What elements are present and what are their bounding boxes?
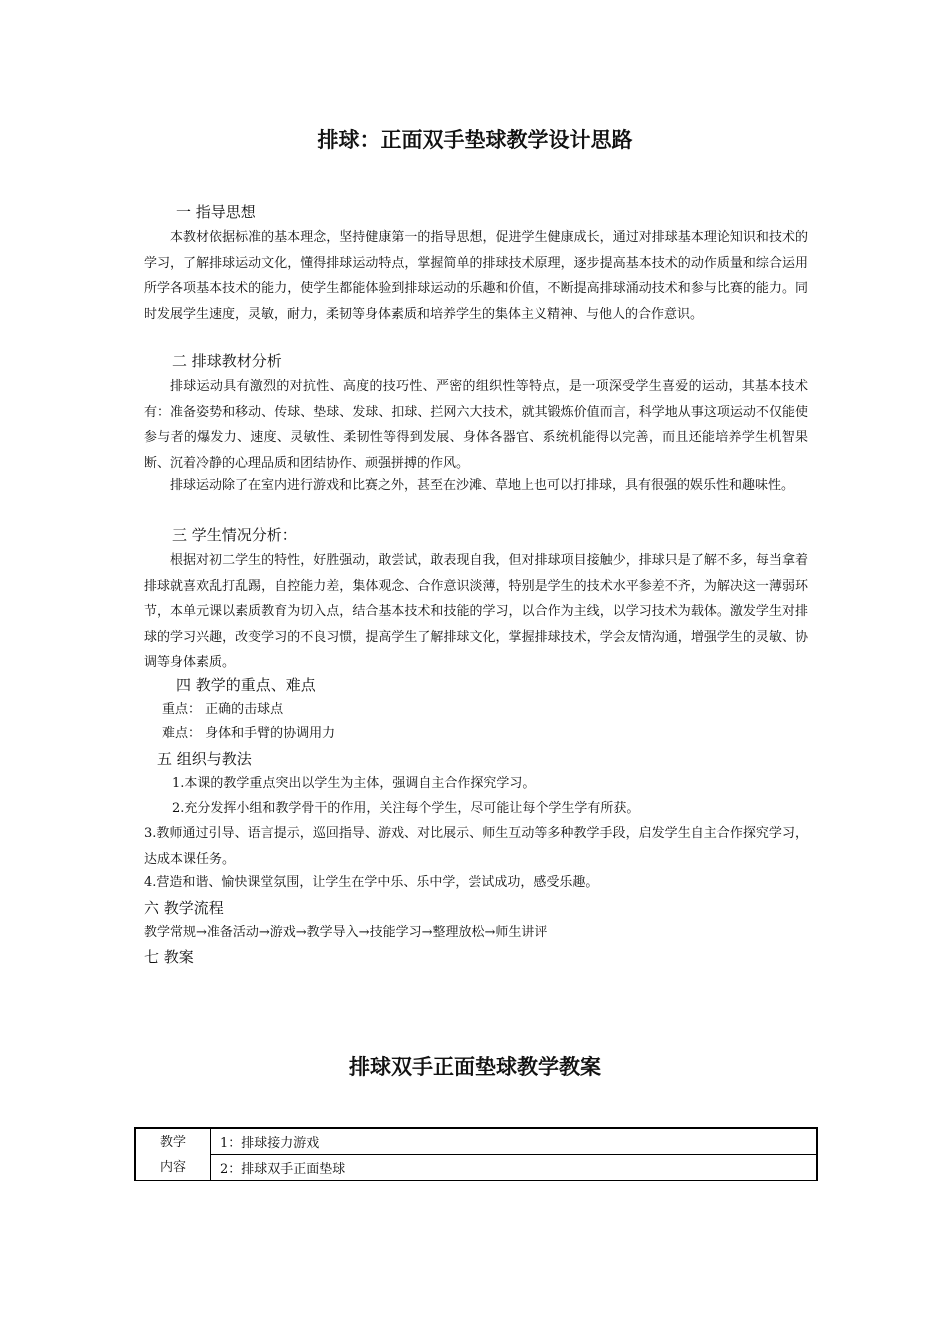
paragraph-guiding-thought: 本教材依据标准的基本理念，坚持健康第一的指导思想，促进学生健康成长，通过对排球基本理论知识和技术的学习，了解排球运动文化，懂得排球运动特点，掌握简单的排球技术原理，逐步提高基本技术的动作质量和综合运用所学各项基本技术的能力，使学生都能体验到排球运动的乐趣和价值，不断提高排球涌动技术和参与比赛的能力。同时发展学生速度，灵敏，耐力，柔韧等身体素质和培养学生的集体主义精神、与他人的合作意识。	[144, 230, 808, 322]
difficult-point-line: 难点： 身体和手臂的协调用力	[162, 726, 336, 741]
section-heading-organization: 五 组织与教法	[157, 750, 252, 768]
organization-item-2: 2.充分发挥小组和教学骨干的作用，关注每个学生，尽可能让每个学生学有所获。	[172, 801, 640, 816]
organization-item-4: 4.营造和谐、愉快课堂氛围，让学生在学中乐、乐中学，尝试成功，感受乐趣。	[144, 875, 599, 890]
section-heading-lesson-plan: 七 教案	[144, 948, 194, 966]
paragraph-material-analysis-2: 排球运动除了在室内进行游戏和比赛之外，甚至在沙滩、草地上也可以打排球，具有很强的娱乐性和趣味性。	[170, 478, 795, 493]
section-heading-guiding-thought: 一 指导思想	[176, 203, 256, 221]
paragraph-material-analysis-1: 排球运动具有激烈的对抗性、高度的技巧性、严密的组织性等特点，是一项深受学生喜爱的运动，其基本技术有：准备姿势和移动、传球、垫球、发球、扣球、拦网六大技术，就其锻炼价值而言，科学地从事这项运动不仅能使参与者的爆发力、速度、灵敏性、柔韧性等得到发展、身体各器官、系统机能得以完善，而且还能培养学生机智果断、沉着冷静的心理品质和团结协作、顽强拼搏的作风。	[144, 379, 808, 471]
section-heading-key-points: 四 教学的重点、难点	[176, 676, 316, 694]
teaching-flow-line: 教学常规→准备活动→游戏→教学导入→技能学习→整理放松→师生讲评	[144, 925, 548, 940]
table-row	[135, 1128, 817, 1155]
section-heading-student-analysis: 三 学生情况分析：	[172, 526, 297, 544]
key-point-line: 重点： 正确的击球点	[162, 702, 284, 717]
section-heading-material-analysis: 二 排球教材分析	[172, 352, 282, 370]
content-item-2: 2：排球双手正面垫球	[211, 1155, 818, 1181]
organization-item-1: 1.本课的教学重点突出以学生为主体，强调自主合作探究学习。	[172, 776, 536, 791]
paragraph-student-analysis: 根据对初二学生的特性，好胜强动，敢尝试，敢表现自我，但对排球项目接触少，排球只是了解不多，每当拿着排球就喜欢乱打乱踢，自控能力差，集体观念、合作意识淡薄，特别是学生的技术水平参差不齐，为解决这一薄弱环节，本单元课以素质教育为切入点，结合基本技术和技能的学习，以合作为主线，以学习技术为载体。激发学生对排球的学习兴趣，改变学习的不良习惯，提高学生了解排球文化，掌握排球技术，学会友情沟通，增强学生的灵敏、协调等身体素质。	[144, 553, 808, 670]
label-line-2: 内容	[159, 1159, 186, 1175]
table-row	[135, 1155, 817, 1181]
lesson-plan-table	[134, 1127, 818, 1181]
content-item-1: 1：排球接力游戏	[211, 1128, 818, 1155]
organization-item-3: 3.教师通过引导、语言提示，巡回指导、游戏、对比展示、师生互动等多种教学手段，启发学生自主合作探究学习，达成本课任务。	[144, 826, 808, 867]
document-title: 排球：正面双手垫球教学设计思路	[317, 128, 633, 152]
label-line-1: 教学	[159, 1134, 186, 1150]
lesson-plan-title: 排球双手正面垫球教学教案	[349, 1055, 601, 1079]
section-heading-teaching-flow: 六 教学流程	[144, 899, 224, 917]
teaching-content-label	[135, 1128, 211, 1181]
